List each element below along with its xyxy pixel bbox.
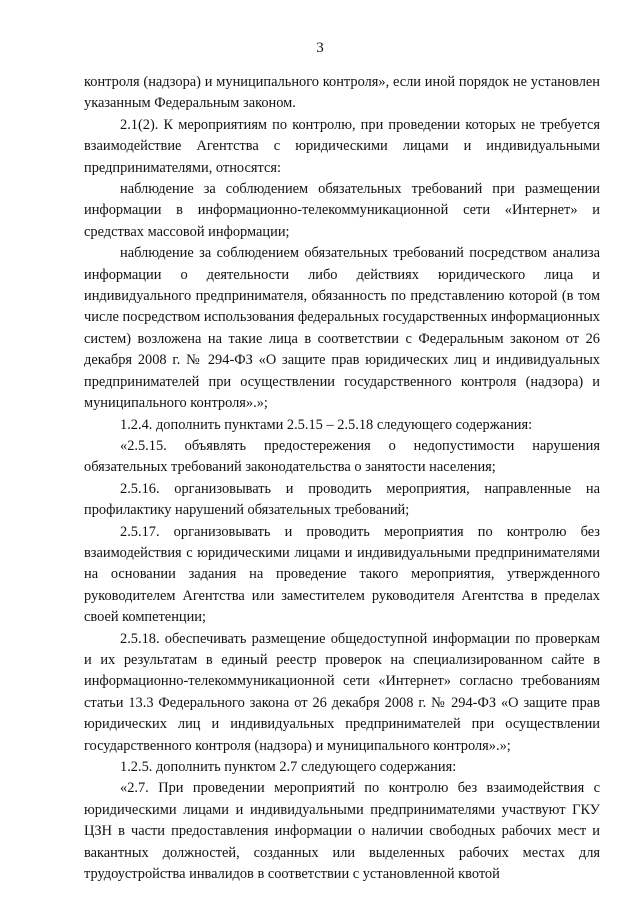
- paragraph: «2.5.15. объявлять предостережения о недопустимости нарушения обязательных требований законодательства о занятости населения;: [84, 437, 600, 476]
- paragraph: 1.2.5. дополнить пунктом 2.7 следующего содержания:: [120, 759, 457, 775]
- paragraph: 1.2.4. дополнить пунктами 2.5.15 – 2.5.18 следующего содержания:: [120, 416, 533, 433]
- paragraph: наблюдение за соблюдением обязательных требований посредством анализа информации о деятельности либо действиях юридического лица и индивидуального предпринимателя, обязанность по представлению которой (в том числе посредством использования федеральных государственных информационных систем) возложена на такие лица в соответствии с Федеральным законом от 26 декабря 2008 г. № 294-ФЗ «О защите прав юридических лиц и индивидуальных предпринимателей при осуществлении государственного контроля (надзора) и муниципального контроля».»;: [84, 245, 600, 412]
- paragraph: контроля (надзора) и муниципального контроля», если иной порядок не установлен указанным Федеральным законом.: [84, 74, 600, 112]
- paragraph: 2.5.18. обеспечивать размещение общедоступной информации по проверкам и их результатам в единый реестр проверок на специализированном сайте в информационно-телекоммуникационной сети «Интернет» согласно требованиям статьи 13.3 Федерального закона от 26 декабря 2008 г. № 294-ФЗ «О защите прав юридических лиц и индивидуальных предпринимателей при осуществлении государственного контроля (надзора) и муниципального контроля».»;: [84, 630, 600, 754]
- document-body: [84, 72, 600, 885]
- page-number: 3: [316, 40, 324, 56]
- paragraph: 2.1(2). К мероприятиям по контролю, при проведении которых не требуется взаимодействие Агентства с юридическими лицами и индивидуальными предпринимателями, относятся:: [84, 116, 600, 176]
- paragraph: 2.5.16. организовывать и проводить мероприятия, направленные на профилактику нарушений обязательных требований;: [84, 480, 600, 519]
- paragraph: «2.7. При проведении мероприятий по контролю без взаимодействия с юридическими лицами и индивидуальными предпринимателями участвуют ГКУ ЦЗН в части предоставления информации о наличии свободных рабочих мест и вакантных должностей, созданных или выделенных рабочих местах для трудоустройства инвалидов в соответствии с установленной квотой: [84, 780, 600, 883]
- paragraph: наблюдение за соблюдением обязательных требований при размещении информации в информационно-телекоммуникационной сети «Интернет» и средствах массовой информации;: [84, 181, 600, 240]
- paragraph: 2.5.17. организовывать и проводить мероприятия по контролю без взаимодействия с юридическими лицами и индивидуальными предпринимателями на основании задания на проведение такого мероприятия, утвержденного руководителем Агентства или заместителем руководителя Агентства в пределах своей компетенции;: [84, 523, 600, 626]
